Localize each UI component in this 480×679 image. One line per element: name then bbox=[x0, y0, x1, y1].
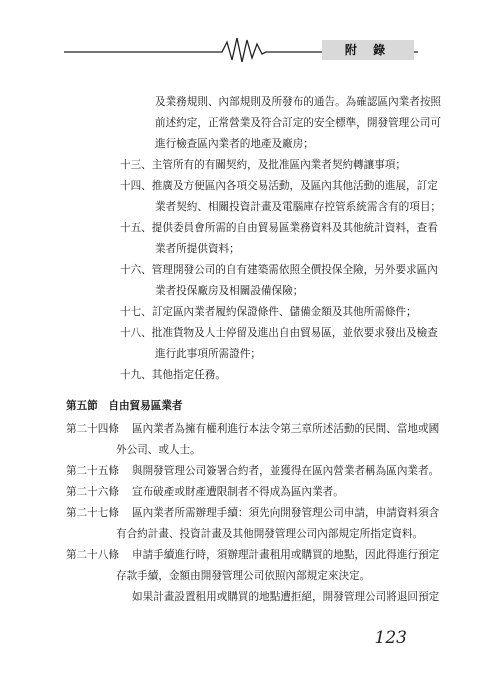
article-row bbox=[66, 419, 439, 439]
item-text: 主管所有的有關契約，及批准區內業者契約轉讓事項； bbox=[151, 159, 407, 171]
article-text: 區內業者為擁有權利進行本法令第三章所述活動的民間、當地或國 bbox=[132, 423, 440, 435]
list-item bbox=[120, 218, 438, 238]
section-title: 第五節 自由貿易區業者 bbox=[66, 400, 183, 412]
article-continuation: 有合約計畫、投資計畫及其他開發管理公司內部規定所指定資料。 bbox=[116, 528, 424, 540]
article-text: 宣布破產或財產遭限制者不得成為區內業者。 bbox=[132, 486, 344, 498]
item-text: 管理開發公司的自有建築需依照全價投保全險，另外要求區內 bbox=[151, 264, 438, 276]
article-row bbox=[66, 545, 439, 565]
trailing-paragraph: 如果計畫設置租用或購買的地點遭拒絕，開發管理公司將退回預定 bbox=[132, 591, 440, 603]
list-item bbox=[120, 176, 438, 196]
item-text: 批准貨物及人士停留及進出自由貿易區，並依要求發出及檢查 bbox=[151, 327, 438, 339]
item-label: 十三、 bbox=[120, 159, 152, 171]
list-item bbox=[120, 323, 438, 343]
item-label: 十四、 bbox=[120, 180, 152, 192]
item-text: 提供委員會所需的自由貿易區業務資料及其他統計資料，查看 bbox=[151, 222, 438, 234]
article-continuation: 存款手續，金額由開發管理公司依照內部規定來決定。 bbox=[116, 570, 371, 582]
article-row bbox=[66, 503, 439, 523]
item-label: 十七、 bbox=[120, 306, 152, 318]
article-label: 第二十六條 bbox=[66, 486, 119, 498]
article-text: 與開發管理公司簽署合約者，並獲得在區內營業者稱為區內業者。 bbox=[132, 465, 440, 477]
item-text: 其他指定任務。 bbox=[151, 369, 226, 381]
article-row bbox=[66, 461, 439, 481]
list-item bbox=[120, 155, 406, 175]
continuation-line: 進行檢查區內業者的地產及廠房； bbox=[155, 138, 314, 150]
appendix-tab: 附 錄 bbox=[322, 40, 414, 60]
continuation-line: 前述約定，正常營業及符合訂定的安全標準，開發管理公司可 bbox=[155, 117, 442, 129]
article-continuation: 外公司、或人士。 bbox=[116, 444, 201, 456]
item-continuation: 業者投保廠房及相關設備保險； bbox=[155, 285, 304, 297]
article-row bbox=[66, 482, 344, 502]
article-label: 第二十八條 bbox=[66, 549, 119, 561]
item-continuation: 業者契約、相關投資計畫及電腦庫存控管系統需含有的項目； bbox=[155, 201, 442, 213]
list-item bbox=[120, 260, 438, 280]
article-label: 第二十四條 bbox=[66, 423, 119, 435]
item-label: 十八、 bbox=[120, 327, 152, 339]
item-label: 十五、 bbox=[120, 222, 152, 234]
item-continuation: 業者所提供資料； bbox=[155, 243, 240, 255]
list-item bbox=[120, 365, 226, 385]
item-text: 推廣及方便區內各項交易活動，及區內其他活動的進展，訂定 bbox=[151, 180, 438, 192]
article-label: 第二十五條 bbox=[66, 465, 119, 477]
continuation-line: 及業務規則、內部規則及所發布的通告。為確認區內業者按照 bbox=[155, 96, 442, 108]
article-text: 區內業者所需辦理手續：須先向開發管理公司申請，申請資料須含 bbox=[132, 507, 440, 519]
list-item bbox=[120, 302, 417, 322]
item-text: 訂定區內業者履約保證條件、儲備金額及其他所需條件； bbox=[151, 306, 417, 318]
page-number: 123 bbox=[374, 628, 407, 648]
item-label: 十九、 bbox=[120, 369, 152, 381]
item-continuation: 進行此事項所需證件； bbox=[155, 348, 261, 360]
article-label: 第二十七條 bbox=[66, 507, 119, 519]
article-text: 申請手續進行時，須辦理計畫租用或購買的地點，因此得進行預定 bbox=[132, 549, 440, 561]
item-label: 十六、 bbox=[120, 264, 152, 276]
page-header bbox=[0, 0, 480, 70]
